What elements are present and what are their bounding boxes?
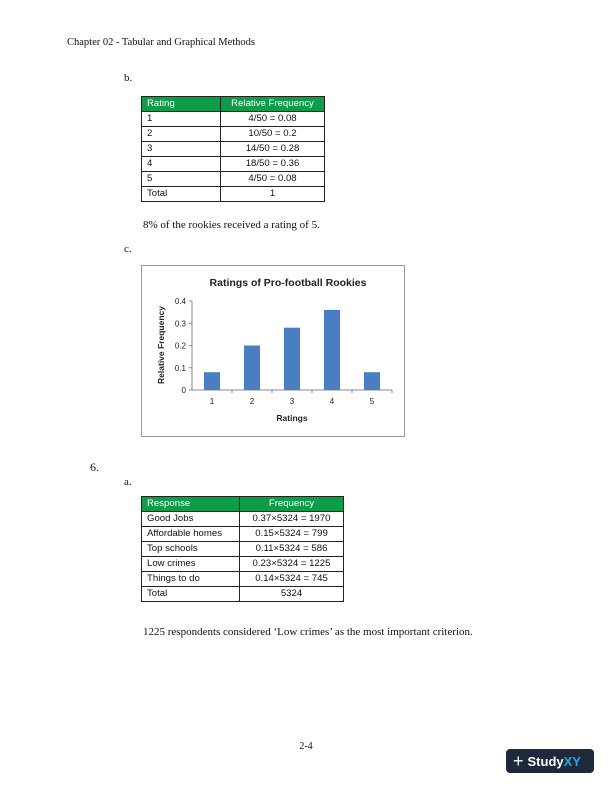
table-cell: 0.37×5324 = 1970 (240, 512, 344, 527)
table-row (142, 112, 325, 127)
table-cell: 4 (142, 157, 221, 172)
table-cell: 0.23×5324 = 1225 (240, 557, 344, 572)
x-tick-label: 5 (369, 397, 375, 406)
logo-text-main: Study (527, 753, 564, 769)
table-cell: 1 (142, 112, 221, 127)
x-tick-label: 1 (209, 397, 215, 406)
part-c-label: c. (124, 243, 132, 255)
table-row (142, 187, 325, 202)
y-tick-label: 0.3 (174, 319, 186, 329)
y-tick-label: 0 (181, 386, 186, 395)
part-b-label: b. (124, 72, 133, 84)
table-cell: 10/50 = 0.2 (221, 127, 325, 142)
question-6-number: 6. (90, 460, 99, 474)
bar (284, 328, 300, 390)
table-cell: Top schools (142, 542, 240, 557)
table-cell: Things to do (142, 572, 240, 587)
part-b-conclusion: 8% of the rookies received a rating of 5. (143, 219, 320, 231)
bar (204, 372, 220, 390)
table-header-row (142, 97, 325, 112)
table-cell: 14/50 = 0.28 (221, 142, 325, 157)
bar-chart (141, 265, 405, 437)
table-cell: Good Jobs (142, 512, 240, 527)
table-cell: 2 (142, 127, 221, 142)
rating-relative-frequency-table (141, 96, 325, 202)
y-tick-label: 0.1 (174, 363, 186, 373)
table-cell: 0.15×5324 = 799 (240, 527, 344, 542)
studyxy-logo[interactable] (506, 749, 594, 773)
table-row (142, 172, 325, 187)
y-tick-label: 0.4 (174, 297, 186, 306)
column-header: Response (142, 497, 240, 512)
table-row (142, 512, 344, 527)
table-row (142, 527, 344, 542)
logo-text (528, 754, 581, 769)
chart-title: Ratings of Pro-football Rookies (209, 277, 367, 289)
table-row (142, 587, 344, 602)
table-cell: Affordable homes (142, 527, 240, 542)
x-tick-label: 4 (329, 397, 335, 406)
plot-area (175, 297, 392, 406)
table-cell: 4/50 = 0.08 (221, 172, 325, 187)
table-header-row (142, 497, 344, 512)
plus-icon: + (513, 751, 524, 771)
bar (324, 310, 340, 390)
table-row (142, 127, 325, 142)
table-row (142, 542, 344, 557)
table-cell: 18/50 = 0.36 (221, 157, 325, 172)
column-header: Rating (142, 97, 221, 112)
response-frequency-table (141, 496, 344, 602)
table-cell: 4/50 = 0.08 (221, 112, 325, 127)
table-cell: 3 (142, 142, 221, 157)
bar (364, 372, 380, 390)
logo-text-accent: XY (563, 753, 581, 769)
bar (244, 346, 260, 391)
x-tick-label: 2 (249, 397, 255, 406)
table-cell: 0.11×5324 = 586 (240, 542, 344, 557)
page-header: Chapter 02 - Tabular and Graphical Methods (67, 37, 256, 48)
question-6-part-a-label: a. (124, 476, 132, 488)
table-row (142, 557, 344, 572)
y-axis-label: Relative Frequency (156, 306, 166, 384)
x-axis-label: Ratings (276, 413, 308, 423)
question-6-conclusion: 1225 respondents considered ‘Low crimes’ as the most important criterion. (143, 626, 473, 638)
table-row (142, 157, 325, 172)
table-cell: Total (142, 187, 221, 202)
column-header: Relative Frequency (221, 97, 325, 112)
table-row (142, 142, 325, 157)
chart-canvas (142, 266, 404, 436)
table-cell: 0.14×5324 = 745 (240, 572, 344, 587)
table-cell: 1 (221, 187, 325, 202)
x-tick-label: 3 (289, 397, 295, 406)
table-cell: 5 (142, 172, 221, 187)
table-cell: Total (142, 587, 240, 602)
table-cell: Low crimes (142, 557, 240, 572)
page-number: 2-4 (299, 741, 313, 752)
y-tick-label: 0.2 (174, 341, 186, 351)
table-row (142, 572, 344, 587)
table-cell: 5324 (240, 587, 344, 602)
column-header: Frequency (240, 497, 344, 512)
